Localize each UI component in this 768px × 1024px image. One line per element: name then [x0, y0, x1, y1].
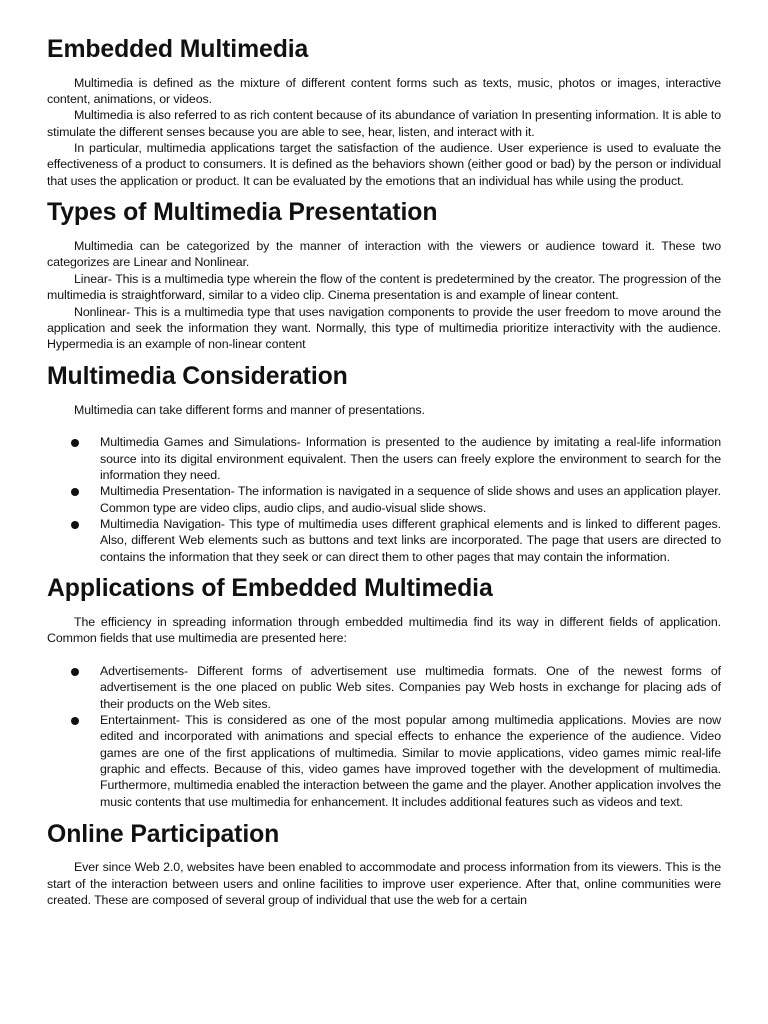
list-item-text: Multimedia Navigation- This type of multimedia uses different graphical elements and is linked to different pages. Also, different Web elements such as buttons and text links are incorporated. The page that users are directed to contains the information that they seek or can direct them to other pages that may contain the information. — [100, 516, 721, 564]
bullet-list — [47, 434, 721, 565]
list-item-text: Multimedia Presentation- The information is navigated in a sequence of slide shows and uses an application player. Common type are video clips, audio clips, and audio-visual slide shows. — [100, 484, 721, 515]
section-applications — [47, 575, 721, 810]
paragraph: Ever since Web 2.0, websites have been enabled to accommodate and process information from its viewers. This is the start of the interaction between users and online facilities to improve user experience. After that, online communities were created. These are composed of several group of individual that use the web for a certain — [47, 860, 721, 907]
list-item-text: Multimedia Games and Simulations- Information is presented to the audience by imitating a real-life information source into its digital environment equivalent. Then the users can freely explore the environment to search for the information they need. — [100, 435, 721, 482]
list-item — [47, 712, 721, 810]
section-heading: Applications of Embedded Multimedia — [47, 575, 493, 603]
paragraph: Multimedia can be categorized by the manner of interaction with the viewers or audience toward it. These two categorizes are Linear and Nonlinear. — [47, 239, 721, 270]
list-item — [47, 434, 721, 483]
paragraph: Multimedia is defined as the mixture of different content forms such as texts, music, photos or images, interactive content, animations, or videos. — [47, 75, 721, 107]
section-heading: Types of Multimedia Presentation — [47, 199, 438, 227]
list-item — [47, 483, 721, 516]
document-page — [47, 36, 721, 908]
section-embedded-multimedia — [47, 36, 721, 189]
bullet-list — [47, 663, 721, 810]
list-item-text: Entertainment- This is considered as one of the most popular among multimedia applications. Movies are now edited and incorporated with animations and special effects to enhance the experience of the audience. Video games are one of the first applications of multimedia. Similar to movie applications, video games mimic real-life graphic and effects. Because of this, video games have improved together with the development of multimedia. Furthermore, multimedia enabled the interaction between the game and the player. Another application involves the music contents that use multimedia for enhancement. It includes additional features such as videos and text. — [100, 713, 721, 809]
section-heading: Multimedia Consideration — [47, 362, 348, 390]
list-item-text: Advertisements- Different forms of advertisement use multimedia formats. One of the newest forms of advertisement is the one placed on public Web sites. Companies pay Web hosts in exchange for placing ads of their products on the Web sites. — [100, 664, 721, 711]
bullet-icon — [71, 668, 79, 676]
paragraph: Nonlinear- This is a multimedia type that uses navigation components to provide the user freedom to move around the application and seek the information they want. Normally, this type of multimedia prioritize interactivity with the audience. Hypermedia is an example of non-linear content — [47, 304, 721, 352]
list-item — [47, 516, 721, 565]
section-online-participation — [47, 820, 721, 909]
section-types-of-multimedia — [47, 199, 721, 352]
paragraph: Linear- This is a multimedia type wherein the flow of the content is predetermined by the creator. The progression of the multimedia is straightforward, similar to a video clip. Cinema presentation is and example of linear content. — [47, 271, 721, 303]
section-multimedia-consideration — [47, 362, 721, 565]
section-heading: Online Participation — [47, 820, 280, 848]
bullet-icon — [71, 439, 79, 447]
bullet-icon — [71, 488, 79, 496]
bullet-icon — [71, 521, 79, 529]
intro-paragraph: Multimedia can take different forms and manner of presentations. — [74, 402, 425, 417]
bullet-icon — [71, 717, 79, 725]
intro-paragraph: The efficiency in spreading information through embedded multimedia find its way in different fields of application. Common fields that use multimedia are presented here: — [47, 615, 721, 646]
paragraph: Multimedia is also referred to as rich content because of its abundance of variation In presenting information. It is able to stimulate the different senses because you are able to see, hear, listen, and interact with it. — [47, 108, 721, 139]
list-item — [47, 663, 721, 712]
section-heading: Embedded Multimedia — [47, 36, 309, 63]
paragraph: In particular, multimedia applications target the satisfaction of the audience. User experience is used to evaluate the effectiveness of a product to consumers. It is defined as the behaviors shown (either good or bad) by the person or individual that uses the application or product. It can be evaluated by the emotions that an individual has while using the product. — [47, 141, 721, 188]
